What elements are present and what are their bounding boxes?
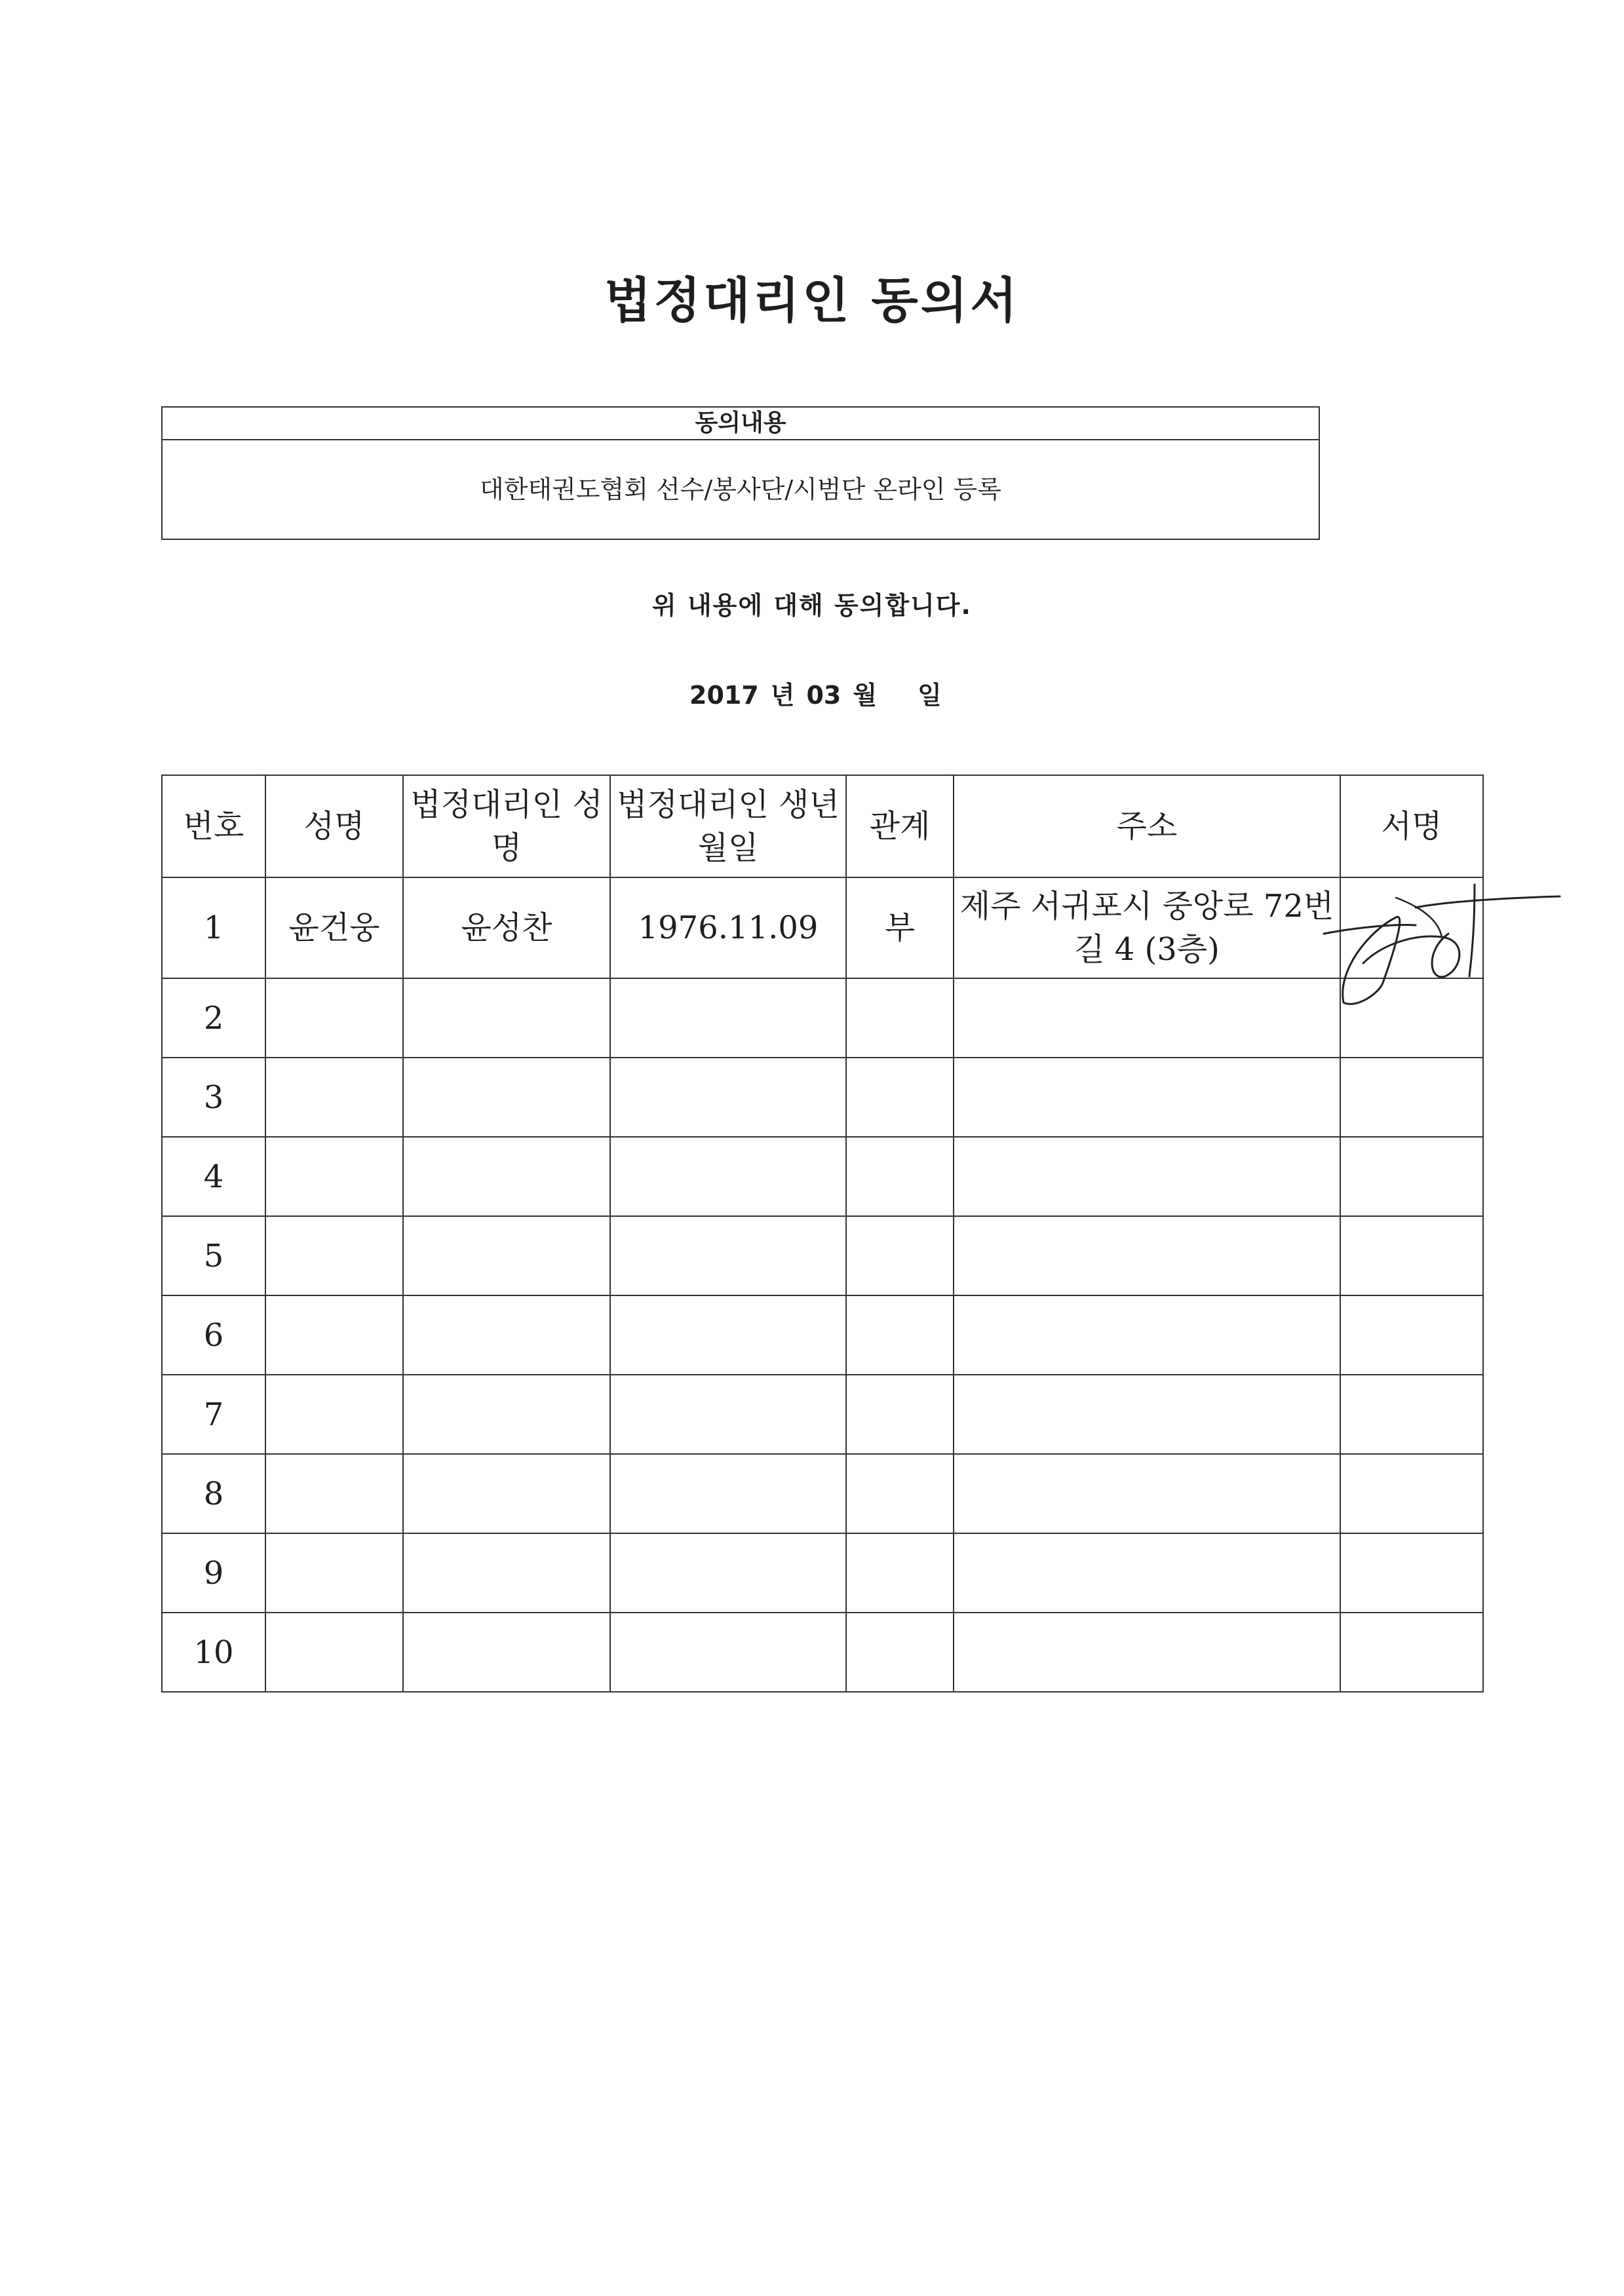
- cell-guardian-name: [403, 1216, 610, 1295]
- cell-guardian-name: [403, 978, 610, 1058]
- cell-name: [265, 978, 403, 1058]
- table-row: [162, 1058, 1483, 1137]
- cell-name: [265, 1295, 403, 1375]
- cell-address: [954, 1454, 1340, 1533]
- cell-guardian-name: [403, 1375, 610, 1454]
- cell-relation: [846, 1375, 954, 1454]
- cell-name: [265, 1137, 403, 1216]
- cell-guardian-name: [403, 1058, 610, 1137]
- cell-signature: [1340, 1533, 1483, 1613]
- cell-guardian-name: [403, 1454, 610, 1533]
- cell-address: [954, 1058, 1340, 1137]
- header-guardian-birthdate: 법정대리인 생년월일: [610, 775, 846, 877]
- cell-name: [265, 1058, 403, 1137]
- cell-number: 3: [162, 1058, 265, 1137]
- cell-relation: [846, 1216, 954, 1295]
- cell-guardian-name: 윤성찬: [403, 877, 610, 978]
- handwritten-signature: [1317, 871, 1566, 1016]
- cell-address: [954, 1533, 1340, 1613]
- date-year-unit: 년: [770, 681, 795, 710]
- cell-name: [265, 1613, 403, 1692]
- cell-name: [265, 1533, 403, 1613]
- cell-address: [954, 1295, 1340, 1375]
- consent-body: 대한태권도협회 선수/봉사단/시범단 온라인 등록: [479, 475, 1001, 504]
- cell-guardian-birthdate: [610, 1137, 846, 1216]
- cell-name: [265, 1375, 403, 1454]
- table-row: [162, 1216, 1483, 1295]
- header-number: 번호: [162, 775, 265, 877]
- cell-name: [265, 1454, 403, 1533]
- cell-guardian-birthdate: [610, 1375, 846, 1454]
- date-line: [689, 675, 942, 708]
- table-row: [162, 877, 1483, 978]
- cell-relation: [846, 1613, 954, 1692]
- cell-number: 7: [162, 1375, 265, 1454]
- cell-guardian-birthdate: [610, 978, 846, 1058]
- cell-address: [954, 978, 1340, 1058]
- cell-address: 제주 서귀포시 중앙로 72번길 4 (3층): [954, 877, 1340, 978]
- cell-signature: [1340, 1613, 1483, 1692]
- cell-number: 6: [162, 1295, 265, 1375]
- cell-number: 10: [162, 1613, 265, 1692]
- cell-signature: [1340, 1375, 1483, 1454]
- cell-name: [265, 1216, 403, 1295]
- guardian-table: [161, 775, 1484, 1693]
- agreement-statement: 위 내용에 대해 동의합니다.: [652, 591, 972, 620]
- cell-address: [954, 1375, 1340, 1454]
- cell-address: [954, 1216, 1340, 1295]
- date-month-unit: 월: [853, 681, 878, 710]
- cell-relation: [846, 978, 954, 1058]
- cell-guardian-birthdate: 1976.11.09: [610, 877, 846, 978]
- cell-number: 5: [162, 1216, 265, 1295]
- consent-header: 동의내용: [163, 408, 1319, 440]
- cell-guardian-birthdate: [610, 1533, 846, 1613]
- document-title: 법정대리인 동의서: [604, 273, 1020, 329]
- cell-guardian-name: [403, 1613, 610, 1692]
- cell-relation: [846, 1295, 954, 1375]
- cell-number: 2: [162, 978, 265, 1058]
- cell-relation: [846, 1137, 954, 1216]
- cell-guardian-name: [403, 1137, 610, 1216]
- cell-name: 윤건웅: [265, 877, 403, 978]
- table-row: [162, 978, 1483, 1058]
- cell-number: 4: [162, 1137, 265, 1216]
- table-row: [162, 1454, 1483, 1533]
- table-row: [162, 1375, 1483, 1454]
- cell-guardian-birthdate: [610, 1454, 846, 1533]
- cell-guardian-birthdate: [610, 1058, 846, 1137]
- date-year: 2017: [689, 681, 759, 710]
- table-row: [162, 1137, 1483, 1216]
- cell-guardian-name: [403, 1295, 610, 1375]
- cell-guardian-name: [403, 1533, 610, 1613]
- table-row: [162, 1295, 1483, 1375]
- cell-signature: [1340, 1295, 1483, 1375]
- table-row: [162, 1613, 1483, 1692]
- cell-relation: 부: [846, 877, 954, 978]
- cell-number: 1: [162, 877, 265, 978]
- header-relation: 관계: [846, 775, 954, 877]
- cell-number: 9: [162, 1533, 265, 1613]
- cell-signature: [1340, 1216, 1483, 1295]
- table-row: [162, 1533, 1483, 1613]
- cell-signature: [1340, 1137, 1483, 1216]
- table-header-row: [162, 775, 1483, 877]
- cell-relation: [846, 1058, 954, 1137]
- header-guardian-name: 법정대리인 성명: [403, 775, 610, 877]
- cell-address: [954, 1137, 1340, 1216]
- cell-signature: [1340, 1454, 1483, 1533]
- cell-address: [954, 1613, 1340, 1692]
- cell-guardian-birthdate: [610, 1613, 846, 1692]
- cell-relation: [846, 1533, 954, 1613]
- cell-guardian-birthdate: [610, 1295, 846, 1375]
- cell-relation: [846, 1454, 954, 1533]
- header-address: 주소: [954, 775, 1340, 877]
- cell-guardian-birthdate: [610, 1216, 846, 1295]
- date-day-unit: 일: [918, 681, 942, 710]
- date-month: 03: [806, 681, 841, 710]
- consent-box: [161, 406, 1320, 540]
- header-signature: 서명: [1340, 775, 1483, 877]
- cell-signature: [1340, 1058, 1483, 1137]
- cell-number: 8: [162, 1454, 265, 1533]
- header-name: 성명: [265, 775, 403, 877]
